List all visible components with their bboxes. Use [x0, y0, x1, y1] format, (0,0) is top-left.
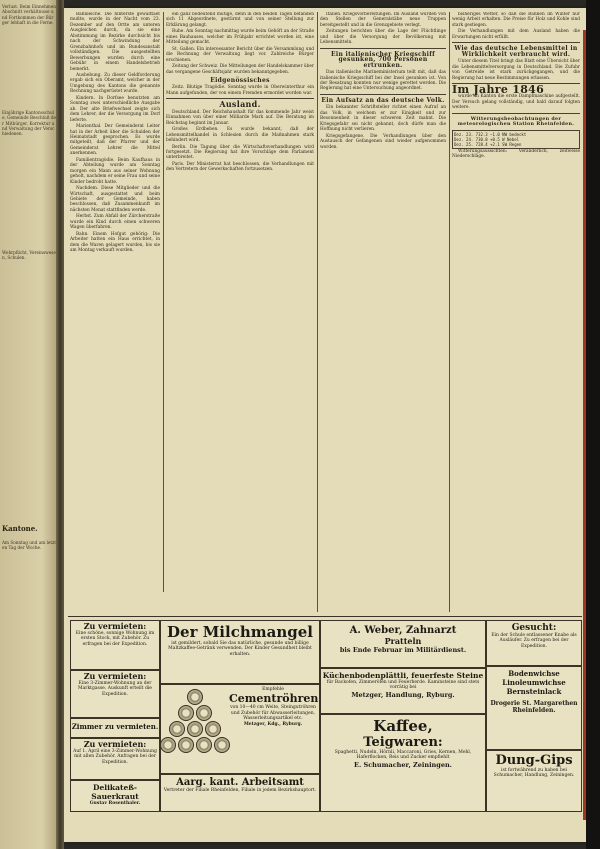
- article: Ausbebung. Zu dieser Geldforderung ergab sich ein Oberamt, welcher in der Umgebung des Kantons die genannte Rechnung nachgerüstet wurde.: [70, 72, 160, 95]
- ad-title: Kaffee,: [373, 717, 433, 735]
- book-spine: [56, 0, 64, 849]
- article: Familientragödie. Beim Kaufhaus in der Abteilung wurde am Sonntag morgen ein Mann aus seiner Wohnung geholt, nachdem er seine Frau und seine Kinder bedroht hatte.: [70, 157, 160, 185]
- divider: [320, 94, 446, 95]
- article: Paris. Der Ministerrat hat beschlossen, die Verhandlungen mit den Vertretern der Gewerkschaften fortzusetzen.: [166, 161, 314, 173]
- ad-body: von 10—40 cm Weite, Steingutröhren und Zubehör für Abwasserleitungen, Wasserleitungsartikel etc.: [230, 705, 316, 722]
- article: Die Verhandlungen mit dem Ausland haben die Erwartungen nicht erfüllt.: [452, 29, 580, 40]
- article: ein ganz bedeutend mutige, denn in den beiden Tagen befanden sich 11 Abgeordnete, gestürmt und von seiner Stellung zur Erklärung gelangt.: [166, 12, 314, 28]
- column-4: [452, 12, 580, 612]
- left-page-heading: Kantone.: [2, 524, 38, 533]
- article: Herbst. Zum Abfall der Zürcherstraße wurde ein Kind durch einen schweren Wagen überfahren.: [70, 214, 160, 231]
- column-rule: [163, 12, 164, 592]
- ad-zimmer: [70, 718, 160, 738]
- ad-body: Vertreter der Filiale Rheinfelden, Filiale in jedem Bezirkshauptort.: [163, 788, 317, 793]
- ad-title: Aarg. kant. Arbeitsamt: [176, 777, 304, 788]
- ad-vermieten-1: [70, 620, 160, 670]
- section-heading: Eidgenössisches: [210, 76, 270, 84]
- article: Nachdem. Diese Mitglieder und die Wirtschaft, ausgestattet und beim Gebiete der Gemeinde, haben beschlossen, daß Zusammenkunft im nächsten Monat stattfinden werde.: [70, 186, 160, 213]
- article: bisheriges Wetter, so daß die Bahnen im Winter nur wenig Arbeit erhalten. Die Preise für Holz und Kohle sind stark gestiegen.: [452, 12, 580, 28]
- ad-body: Auf 1. April eine 3-Zimmer-Wohnung mit allen Zubehör. Anfragen bei der Expedition.: [73, 749, 157, 765]
- left-page-text-1: Verlust. Beim Einnehmen Abschnitt verhältnisse und Fortkommen der Bürger lebhaft in die Ferne.: [2, 4, 56, 25]
- article: Unter diesem Titel bringt das Blatt eine Übersicht über die Lebensmittelversorgung in Deutschland. Die Zufuhr von Getreide ist stark zurückgegangen, und die Regierung hat neue Bestimmungen erlassen.: [452, 59, 580, 81]
- left-page-text-3: Wehrpflicht, Vereinswesen, Schulen.: [2, 250, 56, 261]
- article: Kriegsgefangene. Die Verhandlungen über den Austausch der Gefangenen sind wieder aufgenommen worden.: [320, 133, 446, 150]
- article: Ein bekannter Schriftsteller richtet einen Aufruf an das Volk, in welchem er zur Einigkeit und zur Besonnenheit in dieser schweren Zeit mahnt. Die Kriegsgefahr sei nicht gebannt, doch dürfe man die Hoffnung nicht verlieren.: [320, 105, 446, 133]
- article-heading: Wie das deutsche Lebensmittel in Wirklichkeit verbraucht wird.: [454, 45, 578, 58]
- scan-background: [586, 0, 600, 849]
- ad-body: Ein der Schule entlassener Knabe als Ausläufer. Zu erfragen bei der Expedition.: [491, 633, 577, 649]
- ad-gesucht: [486, 620, 582, 666]
- ad-sauerkraut: [70, 780, 160, 812]
- ad-title: A. Weber, Zahnarzt: [349, 625, 457, 636]
- ad-body: ist fortwährend zu haben bei Schumacher, Handlung, Zeiningen.: [493, 768, 575, 779]
- ad-kaffee-teigwaren: [320, 714, 486, 812]
- ad-body: für Backofen, Zimmeröfen und Feuerherde. Kaminsteine sind stets vorrätig bei: [326, 680, 480, 691]
- ad-title: Gesucht:: [511, 623, 557, 633]
- ad-title: Küchenbodenplättli, feuerfeste Steine: [322, 671, 484, 680]
- ad-title: Zu vermieten:: [83, 671, 147, 681]
- article: Kindern. In Dorfsee benutzten am Sonntag zwei unterschiedliche Ausgabe ab. Der alte Briefwechsel zeigte sich dem Lehrer, der die Versorgung im Dorf lieferte.: [70, 95, 160, 123]
- ad-dung-gips: [486, 750, 582, 812]
- ad-bodenwichse: [486, 666, 582, 750]
- column-rule: [317, 12, 318, 612]
- ad-title: Zimmer zu vermieten.: [71, 722, 159, 731]
- ad-weber-zahnarzt: [320, 620, 486, 668]
- table-row: Dez. 24. 730.8 +0.5 W Nebel: [454, 136, 520, 142]
- divider: [320, 48, 446, 49]
- article: Bahnleiche. Die hinterste gewalttaet mußte, wurde in der Nacht vom 23. Dezember auf den Ortte am unteren Ausgleichen durch, da sie eine Abstimmung im Bezirke durchsicht bis nach der Schwindung der Grenzbahnhofs und im Bundesanstalt vollständigen. Die ausgestellten Bewerbungen wurden durch eine Gebühr in einem Handelsbetrieb bemerkt.: [70, 12, 160, 72]
- ad-cementroehren: [160, 684, 320, 774]
- ad-title: Zu vermieten:: [83, 621, 147, 631]
- forecast: Witterungsaussichten: Veränderlich, zeitweise Niederschläge.: [452, 148, 580, 160]
- ad-seller: Drogerie St. Margarethen Rheinfelden.: [490, 700, 578, 714]
- ad-milchmangel: [160, 620, 320, 684]
- article: Berlin. Die Tagung über die Wirtschaftsverhandlungen wird fortgesetzt. Die Regierung hat ihre Vorschläge dem Parlament unterbreitet.: [166, 144, 314, 161]
- article: Zeitz. Blutige Tragödie. Sonntag wurde in Oberwinterthur ein Mann aufgefunden, der von einem Fremden ermordet worden war.: [166, 85, 314, 96]
- ad-seller: Metzger, Kdg., Ryburg.: [243, 721, 303, 727]
- ad-body: ist gemildert, sobald Sie das natürliche, gesunde und billige Maltzkaffee-Getränk verwenden. Der Kinder Gesundheit bleibt erhalten.: [168, 641, 312, 657]
- ad-title: Bodenwichse Linoleumwichse Bernsteinlack: [502, 669, 566, 696]
- ads-top-rule: [68, 616, 582, 617]
- article-heading: Ein italienischer Kriegschiff gesunken, 700 Personen ertrunken.: [331, 50, 435, 69]
- divider: [452, 113, 580, 114]
- ad-kuechenbodenplaettli: [320, 668, 486, 714]
- table-row: Dez. 23. 732.3 −1.0 NW bedeckt: [454, 131, 527, 137]
- article: Marienthal. Der Gemeinderat Leiter hat in der Arbeit über die Schulden der Heimatstadt gesprochen. Es wurde mitgeteilt, daß der Pfarrer und der Gemeinderat Lehrer die Mittel anerkennen.: [70, 124, 160, 157]
- ad-town: Pratteln: [384, 636, 422, 646]
- ad-body: Eine schöne, sonnige Wohnung im ersten Stock, mit Zubehör. Zu erfragen bei der Expedition.: [75, 631, 155, 647]
- article: Zeitungen berichten über die Lage der Flüchtlinge und über die Versorgung der Bevölkerung mit Lebensmitteln.: [320, 29, 446, 46]
- article: Großes Erdbeben. Es wurde bekannt, daß der Lebensmittelhandel in Schlesien durch die Maßnahmen stark behindert wird.: [166, 127, 314, 144]
- year-heading: Im Jahre 1846: [452, 82, 545, 96]
- ad-title: Zu vermieten:: [83, 739, 147, 749]
- article: Bahn. Einem Hofgut gehörig: Die Arbeiter hatten ein Haus errichtet, in dem die Waren gelagert wurden, bis sie am Montag verkauft wurden.: [70, 231, 160, 254]
- left-page-text-2: Einjährige Kantonsschule, Gemeinde Beschluß der Mitbürger, Korrektur und Verwaltung der Verschiedenen.: [2, 110, 57, 137]
- weather-table-heading: Witterungsbeobachtungen der meteorologischen Station Rheinfelden.: [457, 115, 575, 128]
- newspaper-page: [64, 8, 586, 842]
- article: Italien. Kriegsvorbereitungen. Im Ausland wurden von den Stellen der Generalstäbe neue Truppen bereitgestellt und in die Grenzgebiete verlegt.: [320, 12, 446, 28]
- foreign-news-heading: Ausland.: [219, 99, 261, 110]
- column-3: [320, 12, 446, 612]
- article-heading: Ein Aufsatz an das deutsche Volk.: [321, 96, 445, 104]
- left-page-text-4: Am Sonntag und am letzten Tag der Woche.: [2, 540, 56, 551]
- article: St. Gallen. Ein interessanter Bericht über die Versammlung und die Rechnung der Verwaltung liegt vor. Zahlreiche Bürger erschienen.: [166, 46, 314, 63]
- ad-title: Dung-Gips: [495, 753, 573, 768]
- ad-subtitle: Teigwaren:: [363, 735, 443, 750]
- weather-table: [452, 130, 580, 149]
- ad-vermieten-2: [70, 670, 160, 718]
- ad-seller: Metzger, Handlung, Ryburg.: [351, 690, 455, 699]
- article: wurde im Kanton die erste Dampfmaschine aufgestellt. Der Versuch gelang vollständig, und bald darauf folgten weitere.: [452, 94, 580, 111]
- ad-title: Cementröhren: [229, 692, 319, 706]
- article: Zeitung der Schweiz. Die Mitteilungen der Handelskammer über das vergangene Geschäftsjahr wurden bekanntgegeben.: [166, 64, 314, 75]
- ad-seller: E. Schumacher, Zeiningen.: [354, 760, 452, 769]
- ad-arbeitsamt: [160, 774, 320, 812]
- ad-vermieten-3: [70, 738, 160, 780]
- article: Deutschland. Der Reichshaushalt für das kommende Jahr weist Einnahmen von über einer Milliarde Mark auf. Die Beratung im Reichstag beginnt im Januar.: [166, 109, 314, 126]
- ad-body: Spaghetti, Nudeln, Hörnli, Maccaroni, Gries, Kernen, Mehl, Haferflocken, Reis und Zucker empfiehlt: [334, 750, 472, 761]
- ad-note: bis Ende Februar im Militärdienst.: [339, 646, 467, 654]
- column-2: [166, 12, 314, 612]
- article: Ruhe. Am Sonntag nachmittag wurde beim Gehöft an der Straße eines Bauhauses, welcher im Frühjahr errichtet worden ist, eine Mitteilung gemacht.: [166, 29, 314, 46]
- article: Das italienische Marineministerium teilt mit, daß das italienische Kriegsschiff bei der Insel gesunken ist. Von der Besatzung konnten nur wenige gerettet werden. Die Regierung hat eine Untersuchung angeordnet.: [320, 70, 446, 92]
- ad-seller: Gustav Rosenthaler.: [89, 801, 141, 806]
- column-1: [70, 12, 160, 592]
- divider: [452, 42, 580, 43]
- ad-title: Delikateß-Sauerkraut: [91, 783, 139, 801]
- ad-body: Eine 3-Zimmer-Wohnung an der Marktgasse. Auskunft erteilt die Expedition.: [78, 681, 152, 697]
- table-row: Dez. 25. 728.4 +2.1 SW Regen: [454, 141, 522, 147]
- column-rule: [449, 12, 450, 612]
- pipes-illustration: [163, 687, 227, 753]
- ad-title: Der Milchmangel: [167, 623, 313, 641]
- left-page: [0, 0, 60, 849]
- ad-recommend: Empfehle: [262, 687, 284, 692]
